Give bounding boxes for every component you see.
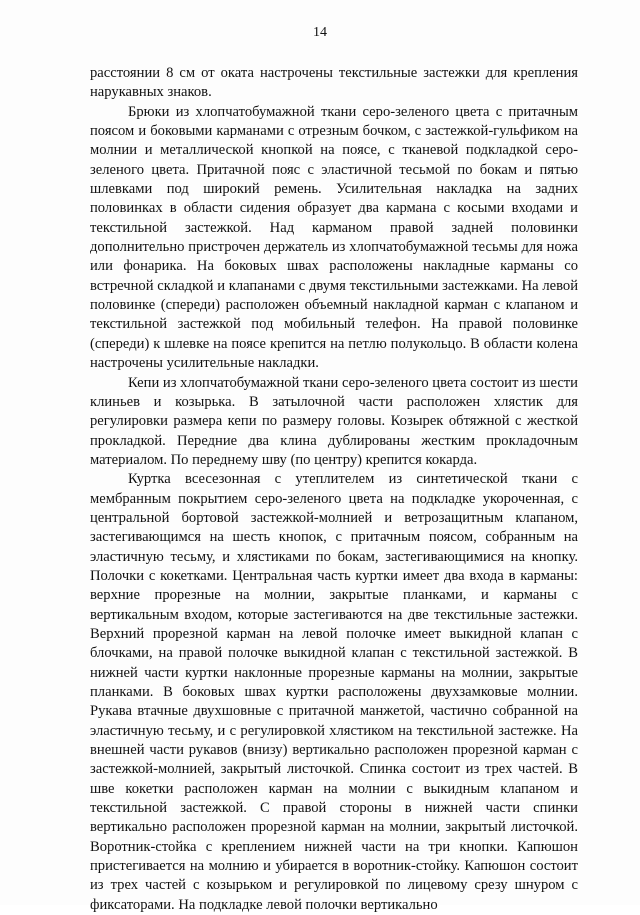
paragraph-jacket: Куртка всесезонная с утеплителем из синтетической ткани с мембранным покрытием серо-зеленого цвета на подкладке укороченная, с центральной бортовой застежкой-молнией и ветрозащитным клапаном, застегивающимся на шесть кнопок, с притачным поясом, собранным на эластичную тесьму, и хлястиками по бокам, застегивающимися на кнопку. Полочки с кокетками. Центральная часть куртки имеет два входа в карманы: верхние прорезные на молнии, закрытые планками, и карманы с вертикальным входом, которые застегиваются на две текстильные застежки. Верхний прорезной карман на левой полочке имеет выкидной клапан с блочками, на правой полочке выкидной клапан с текстильной застежкой. В нижней части куртки наклонные прорезные карманы на молнии, закрытые планками. В боковых швах куртки расположены двухзамковые молнии. Рукава втачные двухшовные с притачной манжетой, частично собранной на эластичную тесьму, и с регулировкой хлястиком на текстильной застежке. На внешней части рукавов (внизу) вертикально расположен прорезной карман с застежкой-молнией, закрытый листочкой. Спинка состоит из трех частей. В шве кокетки расположен карман на молнии с выкидным клапаном и текстильной застежкой. С правой стороны в нижней части спинки вертикально расположен прорезной карман на молнии, закрытый листочкой. Воротник-стойка с креплением нижней части на три кнопки. Капюшон пристегивается на молнию и убирается в воротник-стойку. Капюшон состоит из трех частей с козырьком и регулировкой по лицевому срезу шнуром с фиксаторами. На подкладке левой полочки вертикально	[90, 471, 578, 913]
paragraph-cap: Кепи из хлопчатобумажной ткани серо-зеленого цвета состоит из шести клиньев и козырька. В затылочной части расположен хлястик для регулировки размера кепи по размеру головы. Козырек обтяжной с жесткой прокладкой. Передние два клина дублированы жестким прокладочным материалом. По переднему шву (по центру) крепится кокарда.	[90, 374, 578, 468]
paragraph-continuation: расстоянии 8 см от оката настрочены текстильные застежки для крепления нарукавных знаков.	[90, 65, 578, 101]
paragraph-trousers: Брюки из хлопчатобумажной ткани серо-зеленого цвета с притачным поясом и боковыми карманами с отрезным бочком, с застежкой-гульфиком на молнии и металлической кнопкой на поясе, с тканевой подкладкой серо-зеленого цвета. Притачной пояс с эластичной тесьмой по бокам и пятью шлевками под широкий ремень. Усилительная накладка на задних половинках в области сидения образует два кармана с косыми входами и текстильной застежкой. Над карманом правой задней половинки дополнительно пристрочен держатель из хлопчатобумажной тесьмы для ножа или фонарика. На боковых швах расположены накладные карманы со встречной складкой и клапанами с двумя текстильными застежками. На левой половинке (спереди) расположен объемный накладной карман с клапаном и текстильной застежкой под мобильный телефон. На правой половинке (спереди) к шлевке на поясе крепится на петлю полукольцо. В области колена настрочены усилительные накладки.	[90, 103, 578, 372]
document-body	[90, 64, 578, 915]
page-number: 14	[313, 25, 327, 40]
